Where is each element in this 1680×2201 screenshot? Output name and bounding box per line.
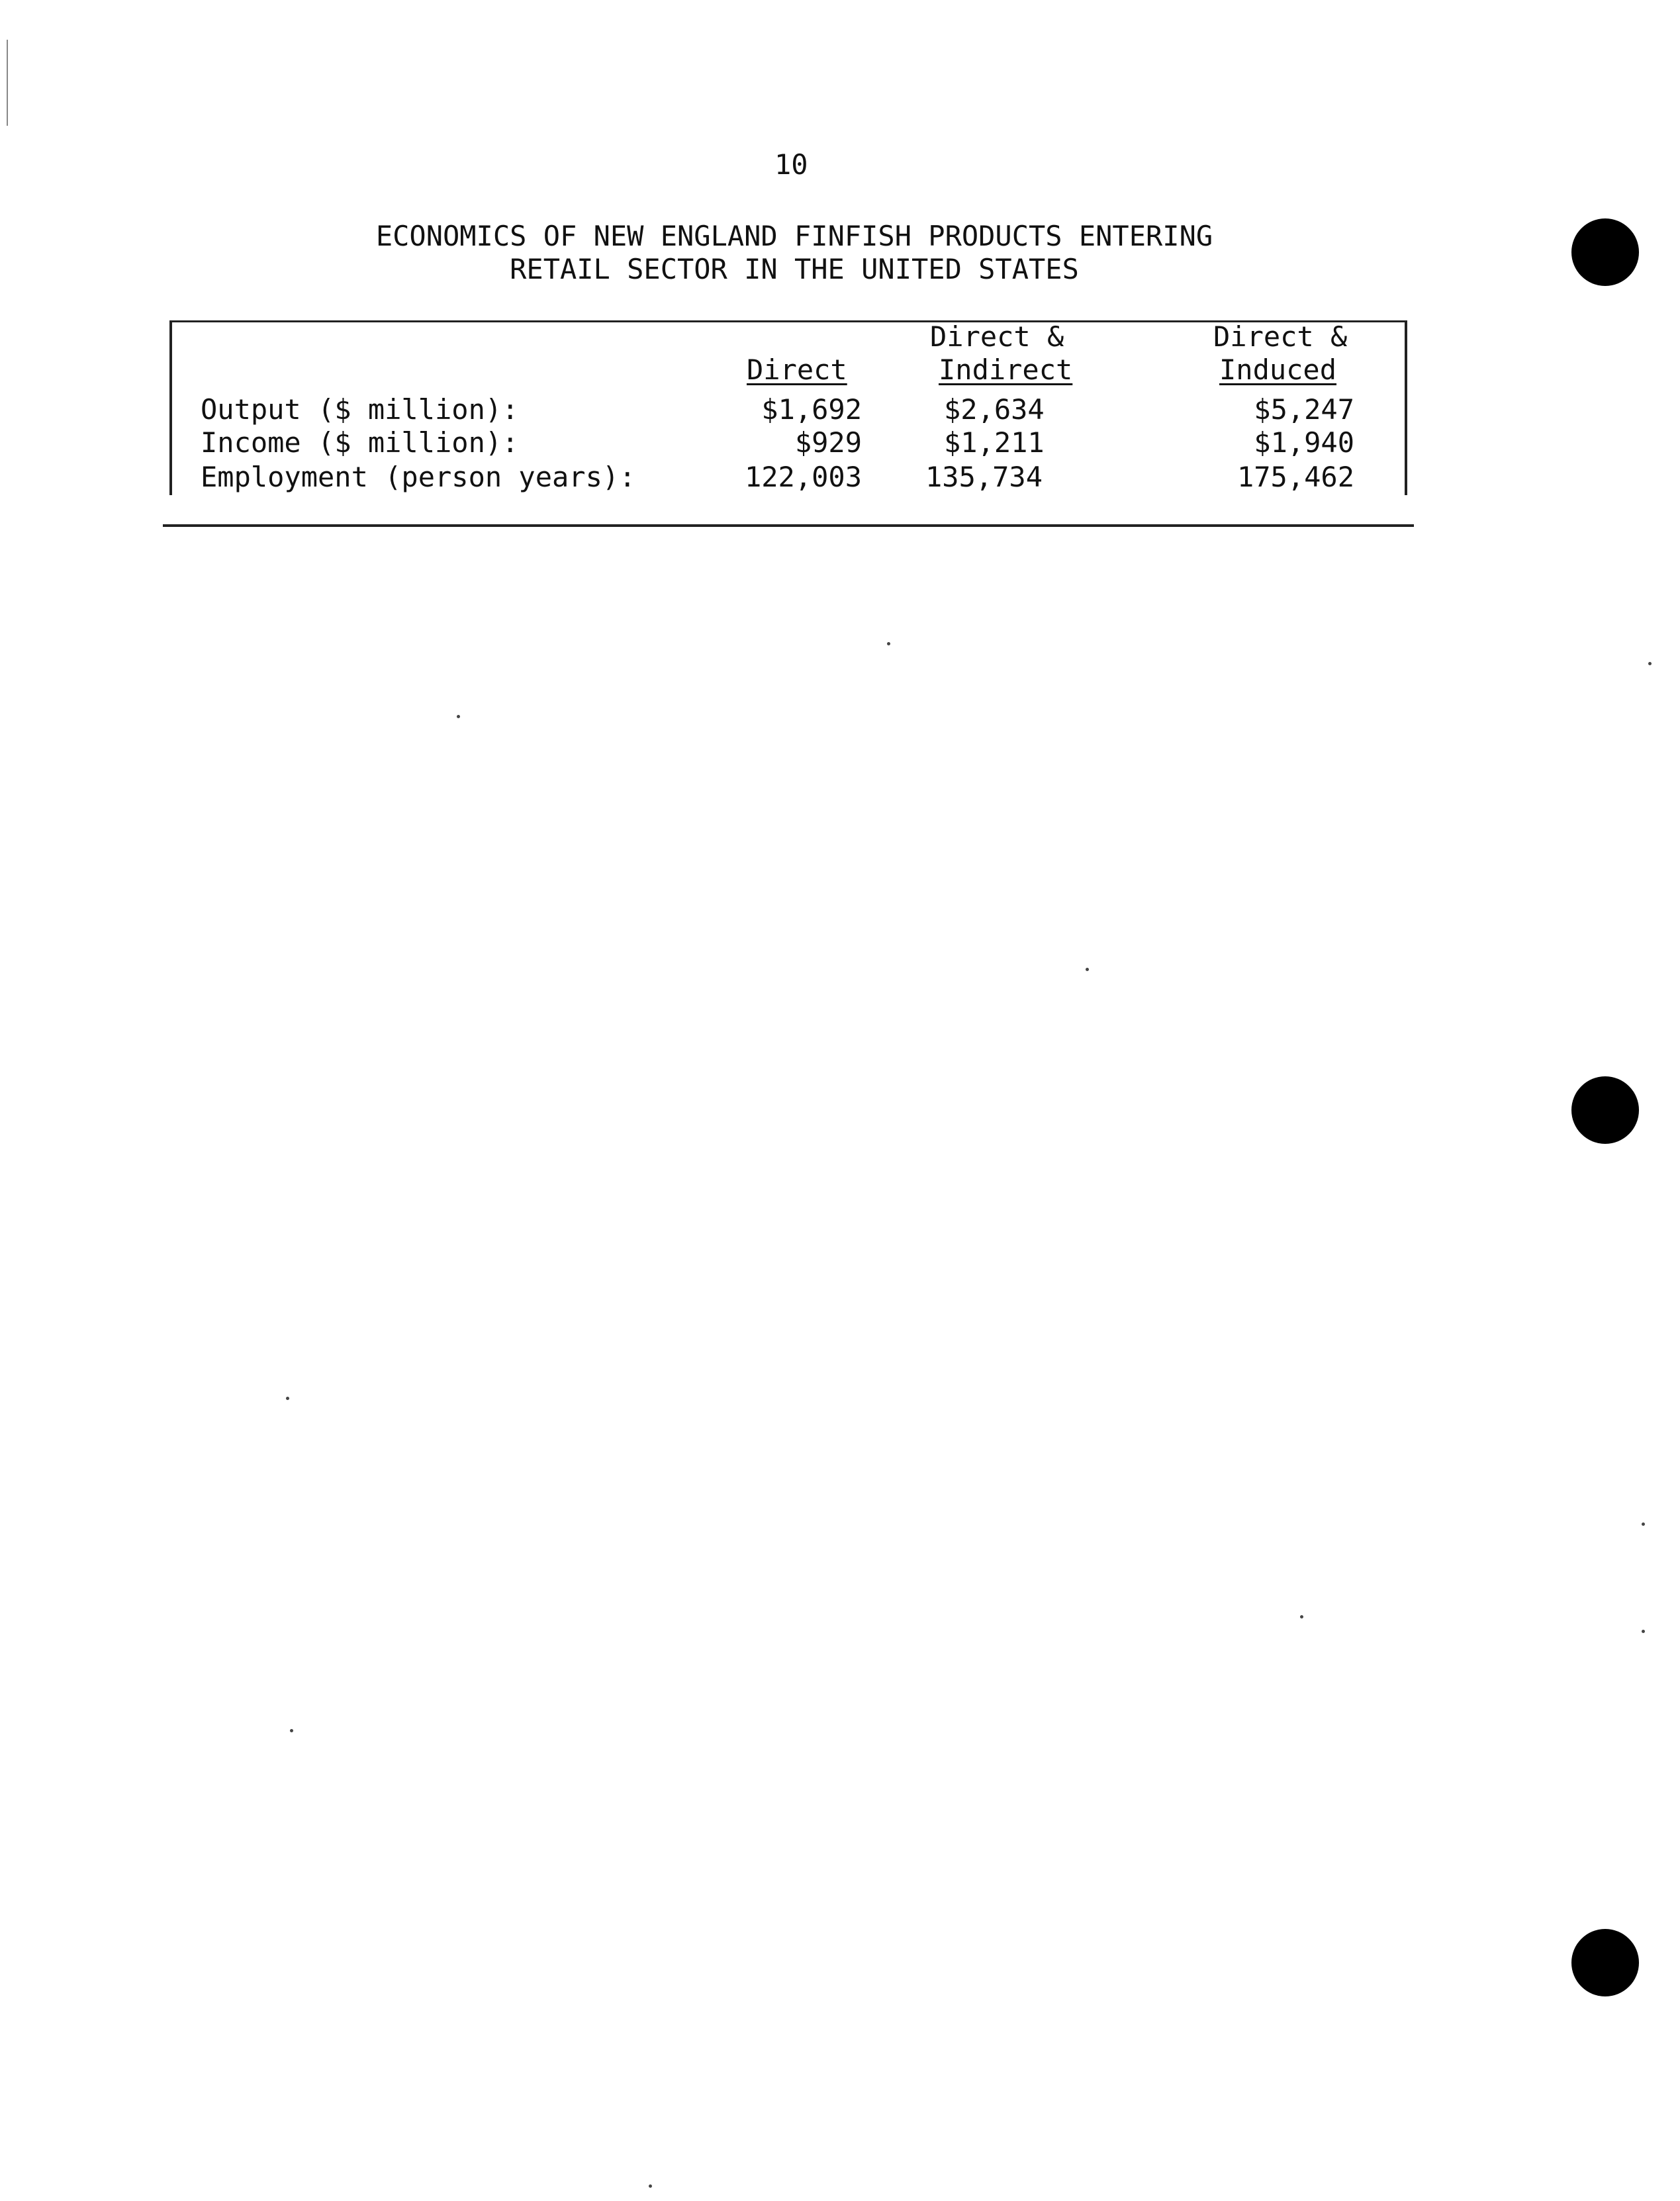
row-label-employment: Employment (person years):: [201, 461, 636, 493]
employment-direct: 122,003: [744, 461, 862, 493]
scan-speck: [290, 1729, 293, 1732]
row-label-output: Output ($ million):: [201, 393, 519, 426]
employment-indirect: 135,734: [925, 461, 1043, 493]
output-direct: $1,692: [761, 393, 862, 426]
binder-hole-middle: [1571, 1076, 1639, 1144]
scan-speck: [649, 2184, 652, 2188]
title-line-1: ECONOMICS OF NEW ENGLAND FINFISH PRODUCTS ENTERING: [375, 220, 1213, 252]
scan-speck: [1300, 1615, 1303, 1618]
income-induced: $1,940: [1254, 426, 1354, 459]
binder-hole-top: [1571, 218, 1639, 286]
scan-speck: [1642, 1522, 1645, 1526]
scan-speck: [1648, 662, 1652, 665]
scan-speck: [1086, 968, 1089, 971]
row-label-income: Income ($ million):: [201, 426, 519, 459]
scan-speck: [887, 642, 890, 645]
scan-speck: [1642, 1630, 1645, 1633]
binder-hole-bottom: [1571, 1929, 1639, 1996]
scan-speck: [286, 1397, 289, 1400]
header-induced-line1: Direct &: [1213, 320, 1348, 353]
page-number: 10: [774, 148, 808, 181]
income-direct: $929: [794, 426, 862, 459]
income-indirect: $1,211: [944, 426, 1045, 459]
scan-edge-mark: [7, 40, 8, 126]
header-induced: Induced: [1219, 353, 1337, 386]
header-indirect-line1: Direct &: [930, 320, 1064, 353]
output-induced: $5,247: [1254, 393, 1354, 426]
employment-induced: 175,462: [1237, 461, 1354, 493]
header-indirect: Indirect: [939, 353, 1073, 386]
document-title: [265, 220, 1324, 286]
scan-speck: [457, 715, 460, 718]
title-line-2: RETAIL SECTOR IN THE UNITED STATES: [510, 253, 1079, 285]
table-bottom-rule: [163, 524, 1414, 527]
output-indirect: $2,634: [944, 393, 1045, 426]
header-direct: Direct: [747, 353, 847, 386]
